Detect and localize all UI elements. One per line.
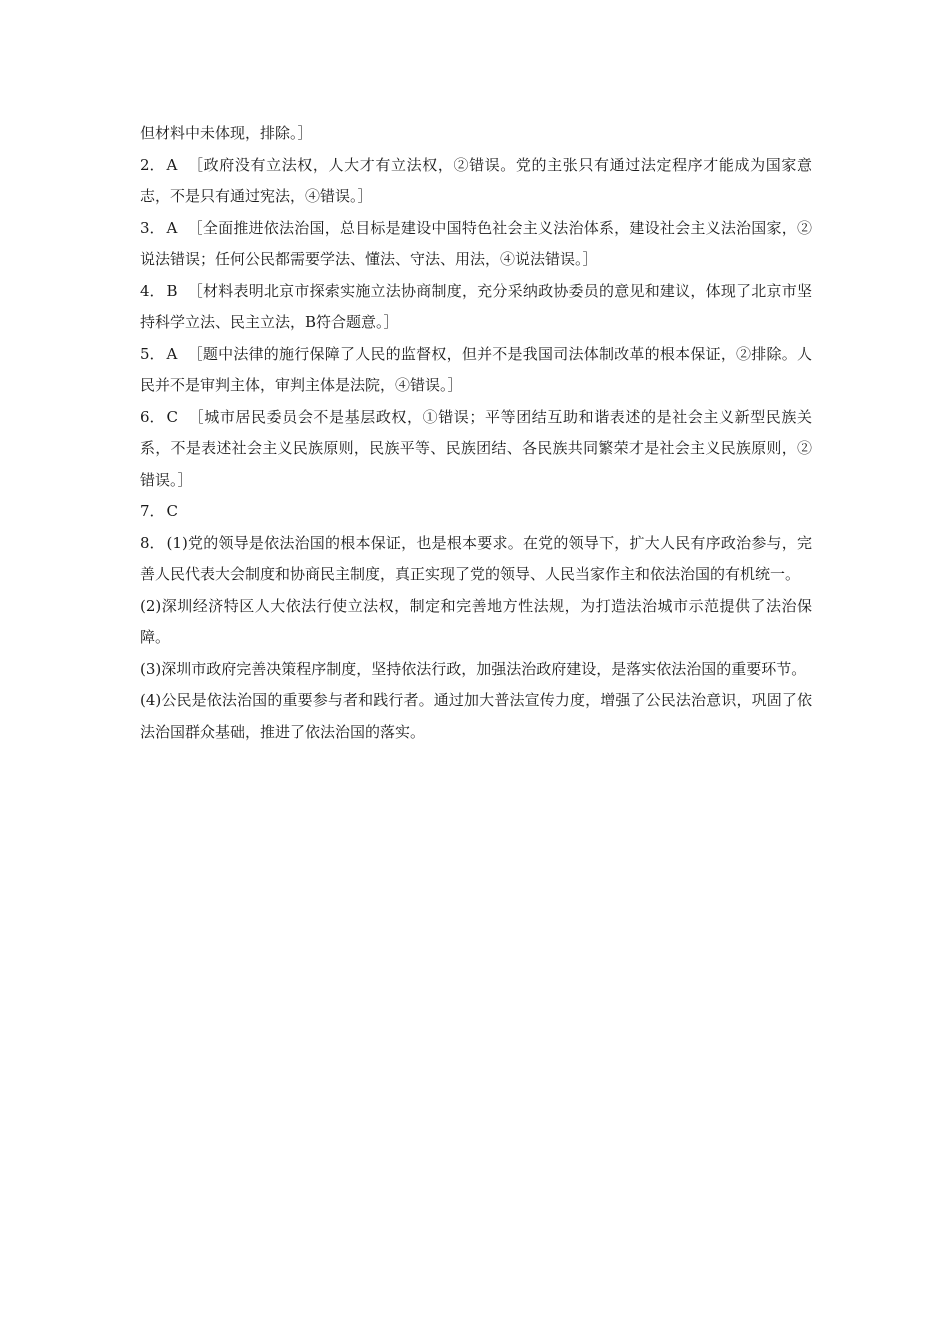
answer-text: 但材料中未体现，排除。］: [140, 124, 313, 142]
answer-explanation: (1)党的领导是依法治国的根本保证，也是根本要求。在党的领导下，扩大人民有序政治参与，完善人民代表大会制度和协商民主制度，真正实现了党的领导、人民当家作主和依法治国的有机统一。: [140, 533, 812, 583]
answer-choice: B: [166, 281, 178, 300]
answer-item-8-part-3: [140, 654, 812, 686]
answer-continuation-1: [140, 118, 812, 150]
answer-item-7: [140, 496, 812, 528]
answer-item-8-part-2: [140, 591, 812, 654]
answer-item-2: [140, 150, 812, 213]
answer-item-4: [140, 276, 812, 339]
question-number: 7．: [140, 502, 165, 520]
question-number: 6．: [140, 407, 165, 426]
answer-explanation: (3)深圳市政府完善决策程序制度，坚持依法行政，加强法治政府建设，是落实依法治国的重要环节。: [140, 659, 807, 678]
answer-explanation: ［政府没有立法权，人大才有立法权，②错误。党的主张只有通过法定程序才能成为国家意志，不是只有通过宪法，④错误。］: [140, 155, 812, 205]
answer-item-8-part-4: [140, 685, 812, 748]
answer-explanation: ［城市居民委员会不是基层政权，①错误；平等团结互助和谐表述的是社会主义新型民族关系，不是表述社会主义民族原则，民族平等、民族团结、各民族共同繁荣才是社会主义民族原则，②错误。］: [140, 407, 812, 489]
answer-choice: A: [166, 218, 178, 237]
answer-choice: A: [166, 155, 178, 174]
question-number: 3．: [140, 218, 165, 237]
answer-explanation: (4)公民是依法治国的重要参与者和践行者。通过加大普法宣传力度，增强了公民法治意识，巩固了依法治国群众基础，推进了依法治国的落实。: [140, 691, 812, 741]
answer-item-3: [140, 213, 812, 276]
question-number: 4．: [140, 281, 165, 300]
answer-item-6: [140, 402, 812, 497]
answer-choice: A: [166, 344, 178, 363]
question-number: 2．: [140, 155, 165, 174]
question-number: 5．: [140, 344, 165, 363]
answer-explanation: ［题中法律的施行保障了人民的监督权，但并不是我国司法体制改革的根本保证，②排除。人民并不是审判主体，审判主体是法院，④错误。］: [140, 344, 812, 394]
answer-item-8-part-1: [140, 528, 812, 591]
answer-explanation: (2)深圳经济特区人大依法行使立法权，制定和完善地方性法规，为打造法治城市示范提供了法治保障。: [140, 596, 812, 646]
question-number: 8．: [140, 533, 165, 552]
answer-explanation: ［全面推进依法治国，总目标是建设中国特色社会主义法治体系，建设社会主义法治国家，②说法错误；任何公民都需要学法、懂法、守法、用法，④说法错误。］: [140, 218, 812, 268]
answer-item-5: [140, 339, 812, 402]
answer-document: [140, 118, 812, 748]
answer-explanation: ［材料表明北京市探索实施立法协商制度，充分采纳政协委员的意见和建议，体现了北京市坚持科学立法、民主立法，B符合题意。］: [140, 281, 812, 331]
answer-choice: C: [166, 502, 179, 520]
answer-choice: C: [166, 407, 179, 426]
